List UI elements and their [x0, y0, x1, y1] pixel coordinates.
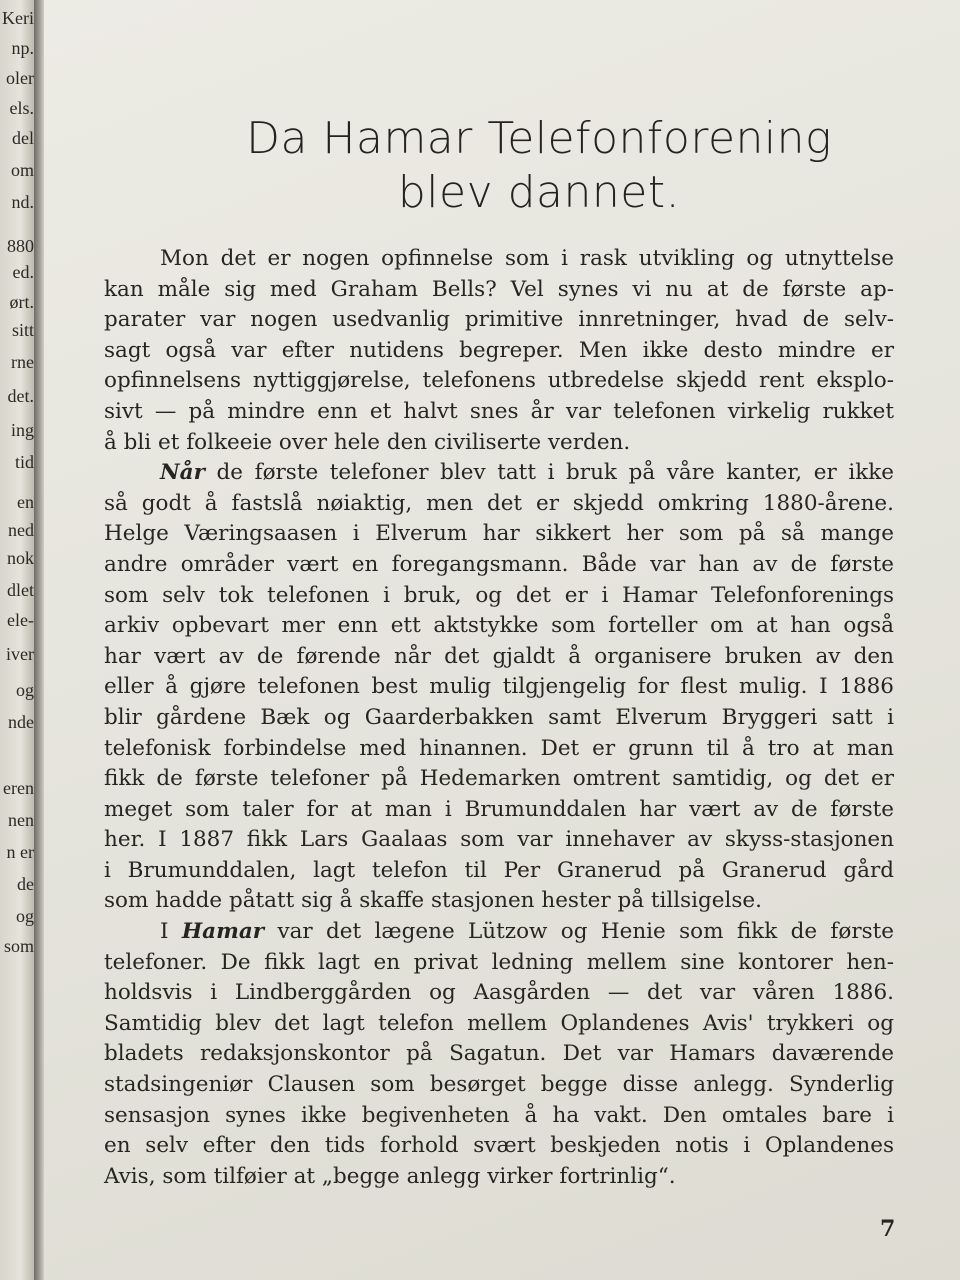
- chapter-title-line-2: blev dannet.: [397, 167, 681, 218]
- previous-page-fragment: 880: [7, 236, 34, 256]
- previous-page-fragment: som: [3, 936, 34, 956]
- previous-page-fragment: nd.: [11, 192, 34, 212]
- line-text: telefonisk forbindelse med hinannen. Det er grunn til å tro at man: [104, 735, 894, 761]
- text-line: [104, 428, 894, 459]
- previous-page-fragment: ing: [10, 420, 34, 440]
- previous-page-fragment: ele-: [7, 610, 34, 630]
- text-line: [104, 703, 894, 734]
- body-text: [104, 244, 894, 1192]
- previous-page-fragment: og: [16, 680, 34, 700]
- page-number: 7: [880, 1216, 896, 1242]
- previous-page-fragment: og: [16, 906, 34, 926]
- book-page: [44, 0, 960, 1280]
- text-line: [104, 366, 894, 397]
- text-line: [104, 1162, 894, 1193]
- text-line: [104, 458, 894, 489]
- previous-page-fragment: del: [12, 128, 34, 148]
- line-text: som hadde påtatt sig å skaffe stasjonen hester på tillsigelse.: [104, 888, 762, 914]
- text-line: [104, 611, 894, 642]
- text-line: [104, 764, 894, 795]
- previous-page-fragment: rne: [11, 352, 34, 372]
- text-line: [104, 672, 894, 703]
- line-text: kan måle sig med Graham Bells? Vel synes vi nu at de første ap-: [104, 276, 894, 302]
- paragraph-prefix: I: [160, 919, 182, 945]
- text-line: [104, 336, 894, 367]
- line-text: sensasjon synes ikke begivenheten å ha vakt. Den omtales bare i: [104, 1102, 894, 1128]
- text-line: [104, 305, 894, 336]
- line-text: Mon det er nogen opfinnelse som i rask utvikling og utnyttelse: [160, 246, 894, 271]
- previous-page-fragment: sitt: [11, 320, 34, 340]
- line-text: parater var nogen usedvanlig primitive innretninger, hvad de selv-: [104, 307, 894, 333]
- previous-page-fragment: np.: [11, 38, 34, 58]
- text-line: [104, 581, 894, 612]
- text-line: [104, 1039, 894, 1070]
- text-line: [104, 886, 894, 917]
- text-line: [104, 734, 894, 765]
- text-line: [104, 275, 894, 306]
- previous-page-edge: [0, 0, 34, 1280]
- text-line: [104, 489, 894, 520]
- line-text: har vært av de førende når det gjaldt å organisere bruken av den: [104, 643, 894, 669]
- text-line: [104, 978, 894, 1009]
- text-line: [104, 795, 894, 826]
- book-gutter: [34, 0, 44, 1280]
- text-line: [104, 1101, 894, 1132]
- line-text: eller å gjøre telefonen best mulig tilgjengelig for flest mulig. I 1886: [104, 674, 894, 700]
- text-line: [104, 550, 894, 581]
- previous-page-fragment: de: [17, 874, 34, 894]
- line-text: var det lægene Lützow og Henie som fikk de første: [264, 919, 894, 945]
- line-text: andre områder vært en foregangsmann. Både var han av de første: [104, 551, 894, 577]
- previous-page-fragment: om: [10, 160, 34, 180]
- line-text: å bli et folkeeie over hele den civiliserte verden.: [104, 429, 631, 455]
- previous-page-fragment: n er: [6, 842, 34, 862]
- text-line: [104, 244, 894, 275]
- previous-page-fragment: nde: [8, 712, 34, 732]
- text-line: [104, 825, 894, 856]
- line-text: fikk de første telefoner på Hedemarken omtrent samtidig, og det er: [104, 766, 894, 792]
- text-line: [104, 1070, 894, 1101]
- line-text: opfinnelsens nyttiggjørelse, telefonens utbredelse skjedd rent eksplo-: [104, 368, 894, 394]
- previous-page-fragment: dlet: [7, 580, 34, 600]
- line-text: blir gårdene Bæk og Gaarderbakken samt Elverum Bryggeri satt i: [104, 704, 894, 730]
- text-line: [104, 397, 894, 428]
- line-text: stadsingeniør Clausen som besørget begge disse anlegg. Synderlig: [104, 1072, 894, 1098]
- previous-page-fragment: en: [17, 492, 34, 512]
- previous-page-fragment: ed.: [12, 262, 34, 282]
- text-line: [104, 1009, 894, 1040]
- line-text: sivt — på mindre enn et halvt snes år var telefonen virkelig rukket: [104, 398, 894, 424]
- line-text: så godt å fastslå nøiaktig, men det er skjedd omkring 1880-årene.: [104, 490, 894, 516]
- line-text: sagt også var efter nutidens begreper. Men ikke desto mindre er: [104, 337, 894, 363]
- previous-page-fragment: ned: [8, 520, 34, 540]
- line-text: her. I 1887 fikk Lars Gaalaas som var innehaver av skyss-stasjonen: [104, 827, 894, 853]
- previous-page-fragment: eren: [3, 778, 34, 798]
- text-line: [104, 1131, 894, 1162]
- line-text: Helge Væringsaasen i Elverum har sikkert her som på så mange: [104, 521, 894, 547]
- previous-page-fragment: els.: [9, 98, 34, 118]
- previous-page-fragment: Keri: [2, 8, 34, 28]
- text-line: [104, 519, 894, 550]
- line-text: arkiv opbevart mer enn ett aktstykke som forteller om at han også: [104, 613, 894, 639]
- text-line: [104, 642, 894, 673]
- previous-page-fragment: nok: [7, 548, 34, 568]
- previous-page-fragment: oler: [6, 68, 34, 88]
- line-text: som selv tok telefonen i bruk, og det er i Hamar Telefonforenings: [104, 582, 894, 608]
- emphasized-word: Når: [160, 460, 205, 486]
- previous-page-fragment: iver: [6, 644, 34, 664]
- line-text: holdsvis i Lindberggården og Aasgården — det var våren 1886.: [104, 980, 894, 1006]
- text-line: [104, 948, 894, 979]
- previous-page-fragment: det.: [7, 386, 34, 406]
- line-text: meget som taler for at man i Brumunddalen har vært av de første: [104, 796, 894, 822]
- previous-page-fragment: ørt.: [9, 292, 34, 312]
- line-text: Avis, som tilføier at „begge anlegg virker fortrinlig“.: [104, 1163, 676, 1189]
- line-text: i Brumunddalen, lagt telefon til Per Granerud på Granerud gård: [104, 857, 894, 883]
- chapter-title-line-1: Da Hamar Telefonforening: [246, 113, 832, 164]
- previous-page-fragment: nen: [8, 810, 34, 830]
- text-line: [104, 917, 894, 948]
- line-text: telefoner. De fikk lagt en privat ledning mellem sine kontorer hen-: [104, 949, 894, 975]
- emphasized-word: Hamar: [181, 919, 265, 945]
- line-text: de første telefoner blev tatt i bruk på våre kanter, er ikke: [204, 460, 894, 486]
- line-text: en selv efter den tids forhold svært beskjeden notis i Oplandenes: [104, 1133, 894, 1159]
- chapter-title: [194, 112, 884, 220]
- previous-page-fragment: tid: [14, 452, 34, 472]
- line-text: bladets redaksjonskontor på Sagatun. Det var Hamars daværende: [104, 1041, 894, 1067]
- text-line: [104, 856, 894, 887]
- line-text: Samtidig blev det lagt telefon mellem Oplandenes Avis' trykkeri og: [104, 1010, 894, 1036]
